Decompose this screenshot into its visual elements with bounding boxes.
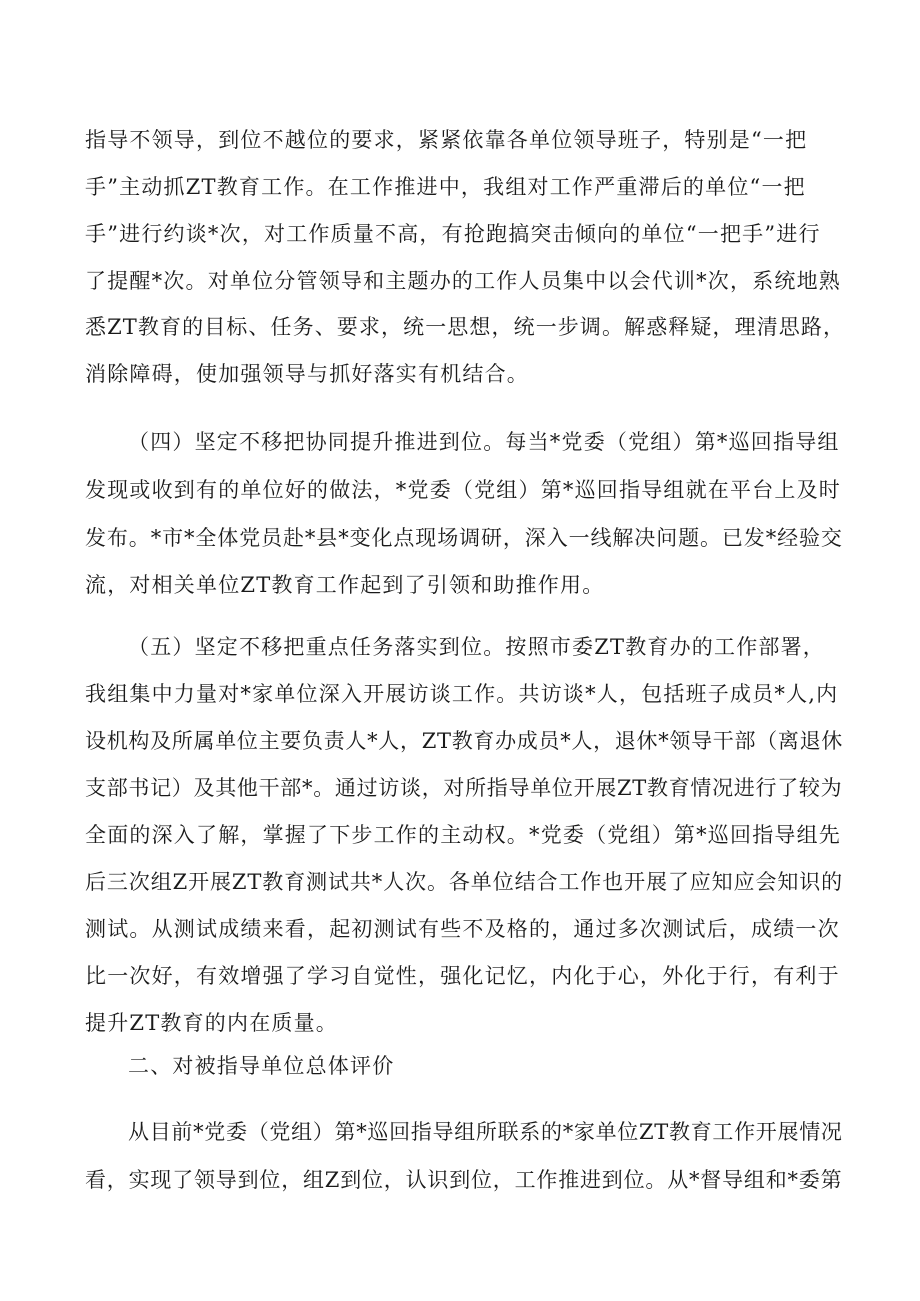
text-line: 看，实现了领导到位，组Z到位，认识到位，工作推进到位。从*督导组和*委第 (85, 1168, 843, 1192)
text-line: 从目前*党委（党组）第*巡回指导组所联系的*家单位ZT教育工作开展情况 (128, 1120, 843, 1144)
text-line: 了提醒*次。对单位分管领导和主题办的工作人员集中以会代训*次，系统地熟 (85, 269, 841, 293)
text-line: 消除障碍，使加强领导与抓好落实有机结合。 (85, 362, 529, 386)
text-line: 流，对相关单位ZT教育工作起到了引领和助推作用。 (85, 573, 605, 597)
text-line: 发布。*市*全体党员赴*县*变化点现场调研，深入一线解决问题。已发*经验交 (85, 526, 843, 550)
text-line: 全面的深入了解，掌握了下步工作的主动权。*党委（党组）第*巡回指导组先 (85, 823, 841, 847)
text-line: 手”主动抓ZT教育工作。在工作推进中，我组对工作严重滞后的单位“一把 (85, 175, 806, 199)
text-line: 设机构及所属单位主要负责人*人，ZT教育办成员*人，退休*领导干部（离退休 (85, 729, 843, 753)
text-line: 我组集中力量对*家单位深入开展访谈工作。共访谈*人，包括班子成员*人,内 (85, 682, 839, 706)
text-line: 测试。从测试成绩来看，起初测试有些不及格的，通过多次测试后，成绩一次 (85, 917, 840, 941)
text-line: 发现或收到有的单位好的做法，*党委（党组）第*巡回指导组就在平台上及时 (85, 478, 841, 502)
section-heading-two: 二、对被指导单位总体评价 (128, 1054, 395, 1078)
text-line: 支部书记）及其他干部*。通过访谈，对所指导单位开展ZT教育情况进行了较为 (85, 776, 843, 800)
text-line: 提升ZT教育的内在质量。 (85, 1011, 338, 1035)
text-line: 后三次组Z开展ZT教育测试共*人次。各单位结合工作也开展了应知应会知识的 (85, 870, 844, 894)
text-line: 比一次好，有效增强了学习自觉性，强化记忆，内化于心，外化于行，有利于 (85, 964, 840, 988)
section-heading-four: （四）坚定不移把协同提升推进到位。每当*党委（党组）第*巡回指导组 (128, 430, 840, 454)
text-line: 手”进行约谈*次，对工作质量不高，有抢跑搞突击倾向的单位“一把手”进行 (85, 222, 821, 246)
text-line: 悉ZT教育的目标、任务、要求，统一思想，统一步调。解惑释疑，理清思路， (85, 315, 846, 339)
text-line: 指导不领导，到位不越位的要求，紧紧依靠各单位领导班子，特别是“一把 (85, 128, 808, 152)
section-heading-five: （五）坚定不移把重点任务落实到位。按照市委ZT教育办的工作部署， (128, 635, 825, 659)
